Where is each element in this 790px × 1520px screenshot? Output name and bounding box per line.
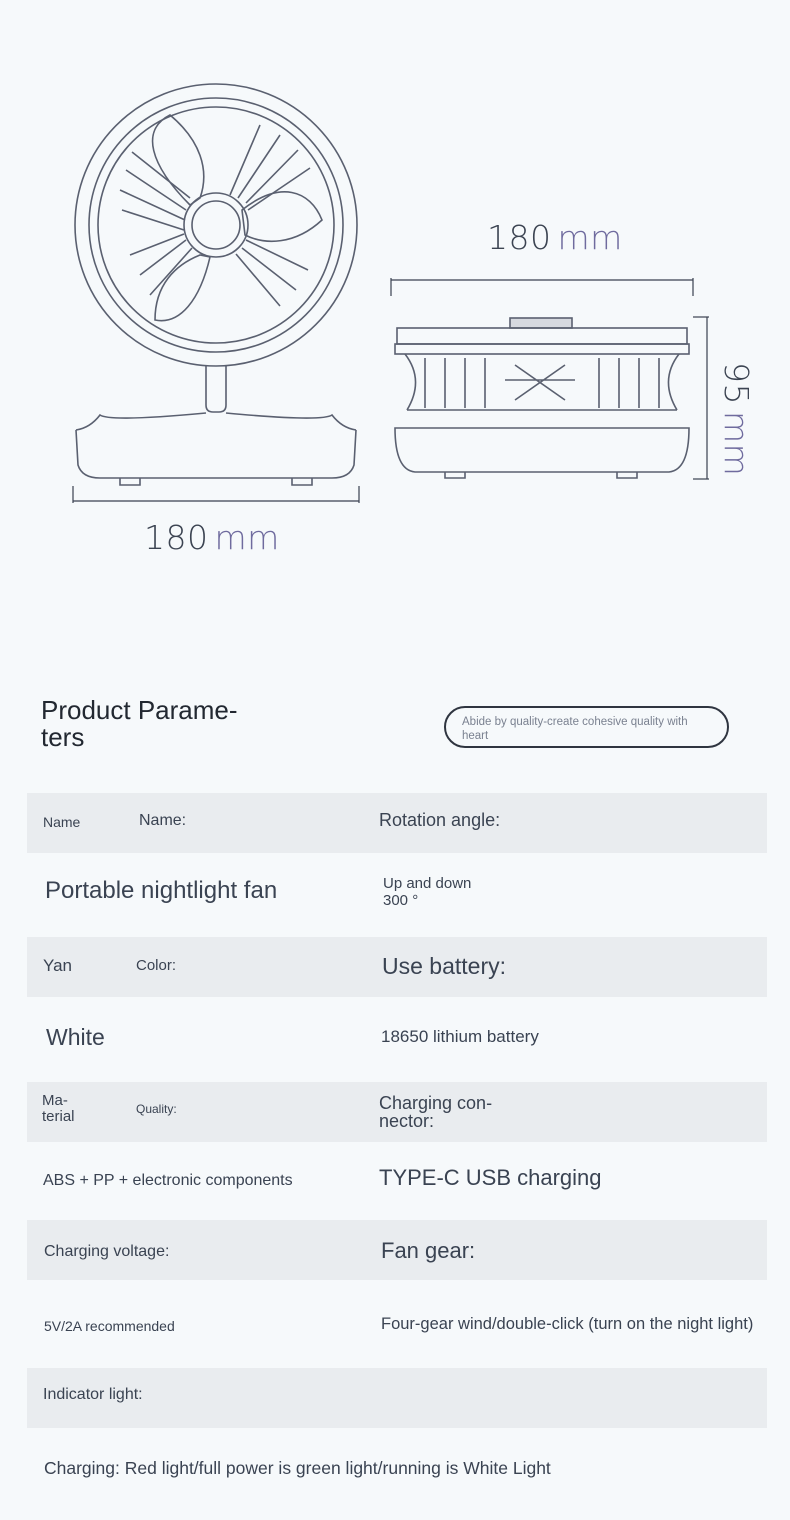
fan-front-view-drawing (60, 70, 370, 510)
param-label: Color: (136, 957, 177, 974)
dimension-value: 180 (144, 518, 209, 557)
param-label: Indicator light: (43, 1386, 143, 1403)
dimension-unit: mm (214, 518, 280, 557)
param-label-prefix: Ma- terial (42, 1092, 75, 1125)
height-dimension (717, 362, 758, 477)
param-value: TYPE-C USB charging (379, 1165, 602, 1190)
param-label: Charging voltage: (44, 1243, 170, 1260)
side-width-dimension (487, 218, 623, 257)
dimension-value: 180 (487, 218, 552, 257)
param-value: Portable nightlight fan (45, 877, 278, 904)
param-label-prefix: Name (43, 814, 81, 830)
dimension-unit: mm (557, 218, 623, 257)
param-label: Use battery: (382, 953, 506, 979)
param-value: Up and down 300 ° (383, 875, 472, 909)
param-value: White (46, 1024, 105, 1050)
front-width-dimension (144, 518, 280, 557)
tagline-badge: Abide by quality-create cohesive quality with heart (444, 706, 729, 748)
dimension-unit: mm (717, 411, 756, 477)
param-value: 18650 lithium battery (381, 1027, 539, 1046)
dimension-value: 95 (717, 362, 756, 405)
param-label: Rotation angle: (379, 810, 501, 830)
param-value: ABS + PP + electronic components (43, 1172, 293, 1189)
param-label: Fan gear: (381, 1238, 476, 1263)
param-label-prefix: Yan (43, 956, 72, 975)
fan-side-view-drawing (385, 270, 715, 490)
param-value: Charging: Red light/full power is green light/running is White Light (44, 1458, 551, 1478)
param-value: 5V/2A recommended (44, 1318, 175, 1334)
param-label: Charging con- nector: (379, 1093, 493, 1131)
section-title: Product Parame- ters (41, 695, 238, 752)
param-value: Four-gear wind/double-click (turn on the night light) (381, 1315, 754, 1333)
param-label: Quality: (136, 1102, 177, 1116)
param-label: Name: (139, 812, 187, 829)
